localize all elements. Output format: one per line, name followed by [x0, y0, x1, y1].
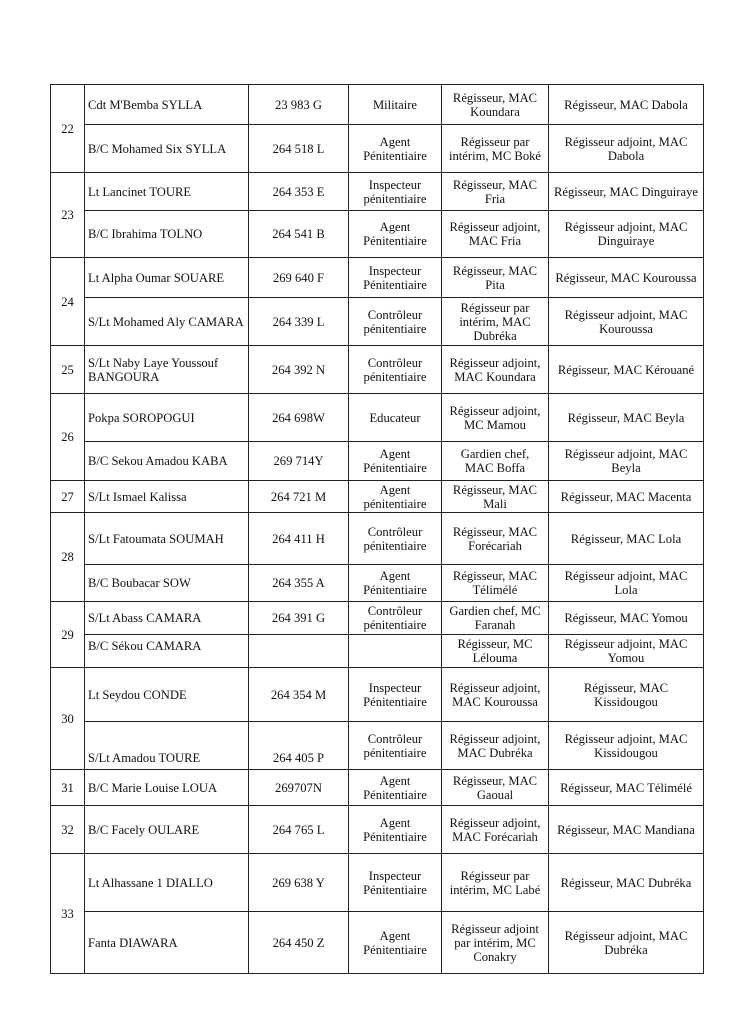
previous-post: Régisseur, MAC Forécariah — [442, 513, 549, 565]
group-number: 23 — [51, 173, 85, 258]
officer-name: Lt Alpha Oumar SOUARE — [85, 258, 249, 298]
table-row — [51, 635, 704, 668]
previous-post: Régisseur adjoint par intérim, MC Conakry — [442, 912, 549, 974]
previous-post: Régisseur adjoint, MAC Koundara — [442, 346, 549, 394]
officer-name: B/C Sékou CAMARA — [85, 635, 249, 668]
officer-name: S/Lt Ismael Kalissa — [85, 481, 249, 513]
matricule: 269 714Y — [249, 442, 349, 481]
corps: Agent Pénitentiaire — [349, 565, 442, 602]
new-post: Régisseur, MAC Dubréka — [549, 854, 704, 912]
matricule: 264 391 G — [249, 602, 349, 635]
previous-post: Régisseur, MAC Télimélé — [442, 565, 549, 602]
table-row — [51, 298, 704, 346]
table-row — [51, 513, 704, 565]
corps — [349, 635, 442, 668]
matricule: 264 405 P — [249, 722, 349, 770]
table-row — [51, 258, 704, 298]
corps: Contrôleur pénitentiaire — [349, 602, 442, 635]
table-row — [51, 722, 704, 770]
table-row — [51, 806, 704, 854]
officer-name: S/Lt Fatoumata SOUMAH — [85, 513, 249, 565]
previous-post: Régisseur, MC Lélouma — [442, 635, 549, 668]
matricule: 264 518 L — [249, 125, 349, 173]
table-row — [51, 668, 704, 722]
officer-name: B/C Mohamed Six SYLLA — [85, 125, 249, 173]
corps: Educateur — [349, 394, 442, 442]
officer-name: Cdt M'Bemba SYLLA — [85, 85, 249, 125]
new-post: Régisseur adjoint, MAC Lola — [549, 565, 704, 602]
new-post: Régisseur, MAC Télimélé — [549, 770, 704, 806]
officer-name: Lt Alhassane 1 DIALLO — [85, 854, 249, 912]
new-post: Régisseur adjoint, MAC Dabola — [549, 125, 704, 173]
table-row — [51, 173, 704, 211]
corps: Agent pénitentiaire — [349, 481, 442, 513]
group-number: 29 — [51, 602, 85, 668]
new-post: Régisseur, MAC Kérouané — [549, 346, 704, 394]
officer-name: Lt Seydou CONDE — [85, 668, 249, 722]
officer-name: B/C Sekou Amadou KABA — [85, 442, 249, 481]
new-post: Régisseur, MAC Mandiana — [549, 806, 704, 854]
group-number: 30 — [51, 668, 85, 770]
previous-post: Régisseur par intérim, MAC Dubréka — [442, 298, 549, 346]
corps: Agent Pénitentiaire — [349, 442, 442, 481]
matricule: 264 339 L — [249, 298, 349, 346]
group-number: 28 — [51, 513, 85, 602]
corps: Contrôleur pénitentiaire — [349, 298, 442, 346]
corps: Agent Pénitentiaire — [349, 770, 442, 806]
corps: Agent Pénitentiaire — [349, 211, 442, 258]
matricule: 264 355 A — [249, 565, 349, 602]
new-post: Régisseur, MAC Beyla — [549, 394, 704, 442]
new-post: Régisseur, MAC Kissidougou — [549, 668, 704, 722]
corps: Contrôleur pénitentiaire — [349, 513, 442, 565]
corps: Agent Pénitentiaire — [349, 125, 442, 173]
previous-post: Régisseur, MAC Koundara — [442, 85, 549, 125]
new-post: Régisseur adjoint, MAC Dubréka — [549, 912, 704, 974]
group-number: 33 — [51, 854, 85, 974]
corps: Agent Pénitentiaire — [349, 912, 442, 974]
group-number: 25 — [51, 346, 85, 394]
officer-name: B/C Ibrahima TOLNO — [85, 211, 249, 258]
officer-name: Lt Lancinet TOURE — [85, 173, 249, 211]
previous-post: Régisseur, MAC Pita — [442, 258, 549, 298]
previous-post: Gardien chef, MAC Boffa — [442, 442, 549, 481]
table-row — [51, 211, 704, 258]
new-post: Régisseur adjoint, MAC Kouroussa — [549, 298, 704, 346]
new-post: Régisseur, MAC Lola — [549, 513, 704, 565]
group-number: 26 — [51, 394, 85, 481]
group-number: 24 — [51, 258, 85, 346]
previous-post: Régisseur, MAC Gaoual — [442, 770, 549, 806]
matricule: 264 353 E — [249, 173, 349, 211]
officer-name: Pokpa SOROPOGUI — [85, 394, 249, 442]
officer-name: S/Lt Abass CAMARA — [85, 602, 249, 635]
matricule: 264 411 H — [249, 513, 349, 565]
group-number: 32 — [51, 806, 85, 854]
previous-post: Régisseur adjoint, MAC Kouroussa — [442, 668, 549, 722]
new-post: Régisseur, MAC Macenta — [549, 481, 704, 513]
new-post: Régisseur adjoint, MAC Kissidougou — [549, 722, 704, 770]
corps: Contrôleur pénitentiaire — [349, 346, 442, 394]
officer-name: S/Lt Naby Laye Youssouf BANGOURA — [85, 346, 249, 394]
corps: Inspecteur Pénitentiaire — [349, 668, 442, 722]
corps: Inspecteur pénitentiaire — [349, 173, 442, 211]
matricule: 264 541 B — [249, 211, 349, 258]
matricule: 264 721 M — [249, 481, 349, 513]
table-row — [51, 394, 704, 442]
matricule: 269707N — [249, 770, 349, 806]
corps: Militaire — [349, 85, 442, 125]
matricule: 23 983 G — [249, 85, 349, 125]
group-number: 31 — [51, 770, 85, 806]
new-post: Régisseur, MAC Dinguiraye — [549, 173, 704, 211]
matricule: 264 450 Z — [249, 912, 349, 974]
corps: Inspecteur Pénitentiaire — [349, 854, 442, 912]
officer-name: Fanta DIAWARA — [85, 912, 249, 974]
matricule: 269 638 Y — [249, 854, 349, 912]
group-number: 22 — [51, 85, 85, 173]
table-row — [51, 854, 704, 912]
corps: Inspecteur Pénitentiaire — [349, 258, 442, 298]
group-number: 27 — [51, 481, 85, 513]
table-row — [51, 125, 704, 173]
new-post: Régisseur adjoint, MAC Yomou — [549, 635, 704, 668]
officer-name: B/C Boubacar SOW — [85, 565, 249, 602]
officer-name: B/C Facely OULARE — [85, 806, 249, 854]
previous-post: Régisseur adjoint, MC Mamou — [442, 394, 549, 442]
new-post: Régisseur, MAC Dabola — [549, 85, 704, 125]
table-row — [51, 770, 704, 806]
matricule: 264 765 L — [249, 806, 349, 854]
new-post: Régisseur adjoint, MAC Beyla — [549, 442, 704, 481]
new-post: Régisseur adjoint, MAC Dinguiraye — [549, 211, 704, 258]
corps: Agent Pénitentiaire — [349, 806, 442, 854]
personnel-assignment-table — [50, 84, 704, 974]
table-row — [51, 481, 704, 513]
previous-post: Gardien chef, MC Faranah — [442, 602, 549, 635]
officer-name: B/C Marie Louise LOUA — [85, 770, 249, 806]
new-post: Régisseur, MAC Kouroussa — [549, 258, 704, 298]
officer-name: S/Lt Amadou TOURE — [85, 722, 249, 770]
corps: Contrôleur pénitentiaire — [349, 722, 442, 770]
matricule — [249, 635, 349, 668]
matricule: 264 698W — [249, 394, 349, 442]
previous-post: Régisseur par intérim, MC Labé — [442, 854, 549, 912]
previous-post: Régisseur par intérim, MC Boké — [442, 125, 549, 173]
previous-post: Régisseur adjoint, MAC Fria — [442, 211, 549, 258]
table-row — [51, 346, 704, 394]
officer-name: S/Lt Mohamed Aly CAMARA — [85, 298, 249, 346]
previous-post: Régisseur, MAC Mali — [442, 481, 549, 513]
previous-post: Régisseur adjoint, MAC Forécariah — [442, 806, 549, 854]
table-row — [51, 85, 704, 125]
previous-post: Régisseur, MAC Fria — [442, 173, 549, 211]
previous-post: Régisseur adjoint, MAC Dubréka — [442, 722, 549, 770]
table-row — [51, 565, 704, 602]
table-row — [51, 912, 704, 974]
table-row — [51, 442, 704, 481]
matricule: 264 354 M — [249, 668, 349, 722]
new-post: Régisseur, MAC Yomou — [549, 602, 704, 635]
matricule: 269 640 F — [249, 258, 349, 298]
table-row — [51, 602, 704, 635]
matricule: 264 392 N — [249, 346, 349, 394]
